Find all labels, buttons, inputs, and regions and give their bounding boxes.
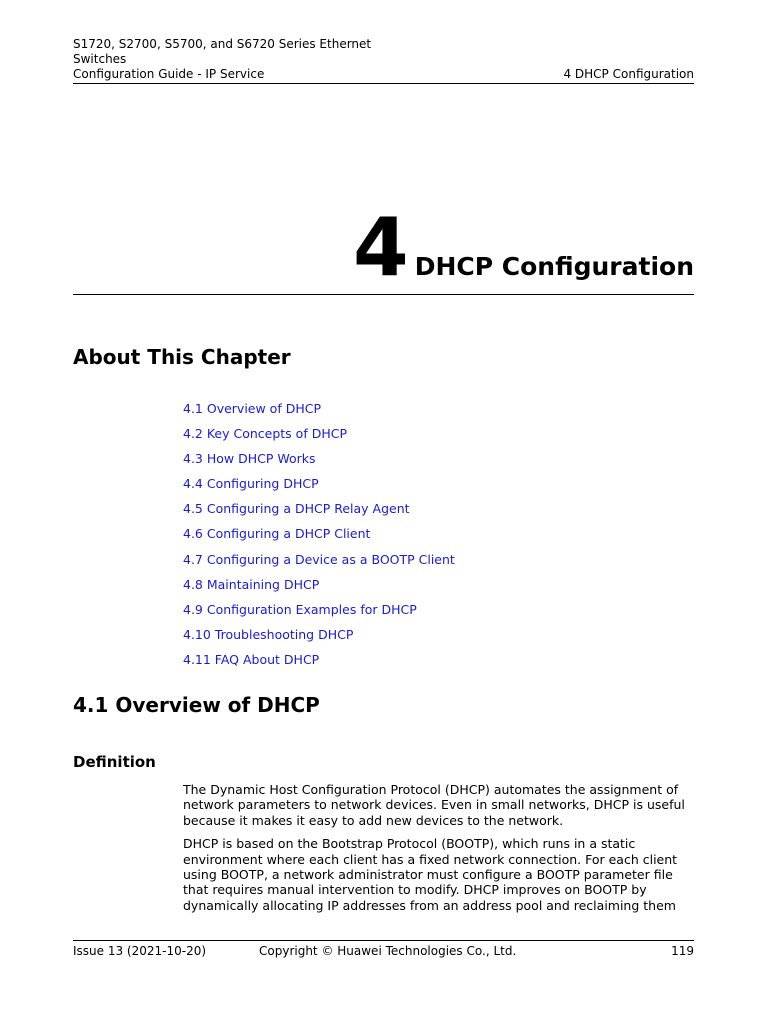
text-line: using BOOTP, a network administrator must configure a BOOTP parameter file: [183, 867, 673, 883]
toc-link-overview[interactable]: 4.1 Overview of DHCP: [183, 401, 321, 416]
header-chapter-name: 4 DHCP Configuration: [563, 67, 694, 81]
toc-link-bootp-client[interactable]: 4.7 Configuring a Device as a BOOTP Client: [183, 551, 455, 567]
header-product-line1: S1720, S2700, S5700, and S6720 Series Ethernet: [73, 37, 372, 51]
toc-link-key-concepts[interactable]: 4.2 Key Concepts of DHCP: [183, 426, 347, 442]
toc-link-examples[interactable]: 4.9 Configuration Examples for DHCP: [183, 601, 417, 617]
paragraph: [183, 782, 703, 828]
paragraph: [183, 836, 703, 913]
text-line: because it makes it easy to add new devices to the network.: [183, 812, 564, 828]
header-product-line2: Switches: [73, 52, 127, 66]
footer-divider: [73, 940, 694, 941]
about-chapter-heading: About This Chapter: [73, 345, 291, 369]
header-guide-title: Configuration Guide - IP Service: [73, 67, 265, 81]
section-heading: 4.1 Overview of DHCP: [73, 693, 320, 717]
text-line: that requires manual intervention to modify. DHCP improves on BOOTP by: [183, 882, 647, 898]
toc-link-maintaining[interactable]: 4.8 Maintaining DHCP: [183, 576, 320, 592]
toc-link-configuring-dhcp[interactable]: 4.4 Configuring DHCP: [183, 476, 319, 492]
toc-link-troubleshooting[interactable]: 4.10 Troubleshooting DHCP: [183, 626, 354, 642]
toc-link-how-dhcp-works[interactable]: 4.3 How DHCP Works: [183, 451, 316, 467]
footer-issue: Issue 13 (2021-10-20): [73, 944, 207, 958]
definition-body: [183, 782, 703, 921]
text-line: dynamically allocating IP addresses from an address pool and reclaiming them: [183, 897, 676, 913]
chapter-toc: [183, 401, 455, 677]
toc-link-relay-agent[interactable]: 4.5 Configuring a DHCP Relay Agent: [183, 501, 410, 517]
text-line: The Dynamic Host Configuration Protocol (DHCP) automates the assignment of: [183, 782, 679, 797]
chapter-title: [353, 201, 694, 294]
chapter-name: DHCP Configuration: [414, 252, 694, 281]
text-line: network parameters to network devices. Even in small networks, DHCP is useful: [183, 797, 685, 813]
header-guide-row: [73, 67, 694, 82]
footer-copyright: Copyright © Huawei Technologies Co., Ltd.: [259, 944, 517, 958]
header-divider: [73, 83, 694, 84]
chapter-number: 4: [353, 201, 409, 294]
definition-heading: Definition: [73, 753, 156, 771]
toc-link-dhcp-client[interactable]: 4.6 Configuring a DHCP Client: [183, 526, 371, 542]
page-header: [73, 37, 694, 82]
footer-page-number: 119: [671, 944, 694, 958]
chapter-divider: [73, 294, 694, 295]
text-line: DHCP is based on the Bootstrap Protocol (BOOTP), which runs in a static: [183, 836, 636, 852]
toc-link-faq[interactable]: 4.11 FAQ About DHCP: [183, 651, 320, 667]
text-line: environment where each client has a fixed network connection. For each client: [183, 851, 678, 867]
